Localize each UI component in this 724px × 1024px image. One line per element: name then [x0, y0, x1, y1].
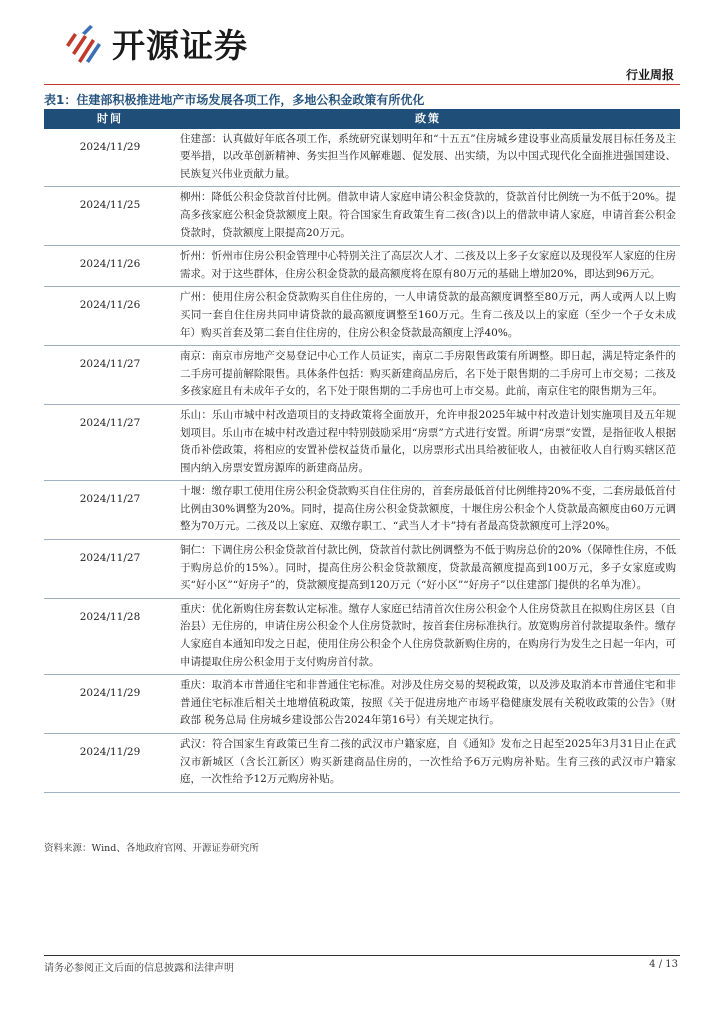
row-date: 2024/11/29 — [44, 734, 176, 793]
row-date: 2024/11/27 — [44, 540, 176, 599]
source-note: 资料来源：Wind、各地政府官网、开源证券研究所 — [44, 843, 259, 854]
row-date: 2024/11/28 — [44, 598, 176, 674]
policy-table — [44, 109, 680, 793]
row-policy: 南京：南京市房地产交易登记中心工作人员证实，南京二手房限售政策有所调整。即日起，满足特定条件的二手房可提前解除限售。具体条件包括：购买新建商品房后，名下处于限售期的二手房可上市交易；二孩及多孩家庭且有未成年子女的，名下处于限售期的二手房也可上市交易。此前，南京住宅的限售期为三年。 — [176, 346, 680, 405]
row-date: 2024/11/25 — [44, 187, 176, 246]
row-policy: 重庆：取消本市普通住宅和非普通住宅标准。对涉及住房交易的契税政策，以及涉及取消本市普通住宅和非普通住宅标准后相关土地增值税政策，按照《关于促进房地产市场平稳健康发展有关税收政策的公告》（财政部 税务总局 住房城乡建设部公告2024年第16号）有关规定执行。 — [176, 675, 680, 734]
footer-divider — [44, 955, 680, 956]
row-date: 2024/11/29 — [44, 129, 176, 187]
table-header-row — [44, 109, 680, 129]
table-row — [44, 481, 680, 540]
table-row — [44, 734, 680, 793]
table-row — [44, 287, 680, 346]
kaiyuan-logo-icon — [62, 23, 106, 65]
report-type-label: 行业周报 — [625, 68, 674, 82]
row-policy: 乐山：乐山市城中村改造项目的支持政策将全面放开，允许申报2025年城中村改造计划实施项目及五年规划项目。乐山市在城中村改造过程中特别鼓励采用“房票”方式进行安置。所谓“房票”安置，是指征收人根据货币补偿政策，将相应的安置补偿权益货币量化，以房票形式出具给被征收人，由被征收人自行购买辖区范围内纳入房票安置房源库的新建商品房。 — [176, 404, 680, 480]
row-date: 2024/11/27 — [44, 346, 176, 405]
row-date: 2024/11/27 — [44, 481, 176, 540]
row-policy: 柳州：降低公积金贷款首付比例。借款申请人家庭申请公积金贷款的，贷款首付比例统一为不低于20%。提高多孩家庭公积金贷款额度上限。符合国家生育政策生育二孩(含)以上的借款申请人家庭，申请首套公积金贷款时，贷款额度上限提高20万元。 — [176, 187, 680, 246]
company-logo — [62, 20, 248, 67]
table-row — [44, 540, 680, 599]
row-date: 2024/11/27 — [44, 404, 176, 480]
header-divider — [44, 84, 680, 85]
row-policy: 忻州：忻州市住房公积金管理中心特别关注了高层次人才、二孩及以上多子女家庭以及现役军人家庭的住房需求。对于这些群体，住房公积金贷款的最高额度将在原有80万元的基础上增加20%，即达到96万元。 — [176, 246, 680, 287]
row-policy: 广州：使用住房公积金贷款购买自住住房的，一人申请贷款的最高额度调整至80万元，两人或两人以上购买同一套自住住房共同申请贷款的最高额度调整至160万元。生育二孩及以上的家庭（至少一个子女未成年）购买首套及第二套自住住房的，住房公积金贷款最高额度上浮40%。 — [176, 287, 680, 346]
row-date: 2024/11/26 — [44, 246, 176, 287]
row-policy: 武汉：符合国家生育政策已生育二孩的武汉市户籍家庭，自《通知》发布之日起至2025年3月31日止在武汉市新城区（含长江新区）购买新建商品住房的，一次性给予6万元购房补贴。生育三孩的武汉市户籍家庭，一次性给予12万元购房补贴。 — [176, 734, 680, 793]
row-policy: 重庆：优化新购住房套数认定标准。缴存人家庭已结清首次住房公积金个人住房贷款且在拟购住房区县（自治县）无住房的，申请住房公积金个人住房贷款时，按首套住房标准执行。放宽购房首付款提取条件。缴存人家庭自本通知印发之日起，使用住房公积金个人住房贷款新购住房的，在购房行为发生之日起一年内，可申请提取住房公积金用于支付购房首付款。 — [176, 598, 680, 674]
table-title: 表1：住建部积极推进地产市场发展各项工作，多地公积金政策有所优化 — [44, 93, 425, 107]
table-row — [44, 346, 680, 405]
table-row — [44, 187, 680, 246]
logo-text: 开源证券 — [112, 26, 248, 65]
table-row — [44, 598, 680, 674]
footer-disclaimer: 请务必参阅正文后面的信息披露和法律声明 — [44, 963, 234, 974]
table-row — [44, 246, 680, 287]
row-policy: 住建部：认真做好年底各项工作，系统研究谋划明年和“十五五”住房城乡建设事业高质量发展目标任务及主要举措，以改革创新精神、务实担当作风解难题、促发展、出实绩，为以中国式现代化全面推进强国建设、民族复兴伟业贡献力量。 — [176, 129, 680, 187]
table-row — [44, 129, 680, 187]
row-date: 2024/11/29 — [44, 675, 176, 734]
row-policy: 铜仁：下调住房公积金贷款首付款比例，贷款首付款比例调整为不低于购房总价的20%（保障性住房，不低于购房总价的15%）。同时，提高住房公积金贷款额度，贷款最高额度提高到100万元，多子女家庭或购买“好小区”“好房子”的，贷款额度提高到120万元（“好小区”“好房子”以住建部门提供的名单为准）。 — [176, 540, 680, 599]
column-header-time: 时间 — [44, 109, 176, 129]
row-date: 2024/11/26 — [44, 287, 176, 346]
row-policy: 十堰：缴存职工使用住房公积金贷款购买自住住房的，首套房最低首付比例维持20%不变，二套房最低首付比例由30%调整为20%。同时，提高住房公积金贷款额度，十堰住房公积金个人贷款最高额度由60万元调整为70万元。二孩及以上家庭、双缴存职工、“武当人才卡”持有者最高贷款额度可上浮20%。 — [176, 481, 680, 540]
table-row — [44, 675, 680, 734]
column-header-policy: 政策 — [176, 109, 680, 129]
page-number: 4 / 13 — [649, 959, 678, 970]
table-row — [44, 404, 680, 480]
